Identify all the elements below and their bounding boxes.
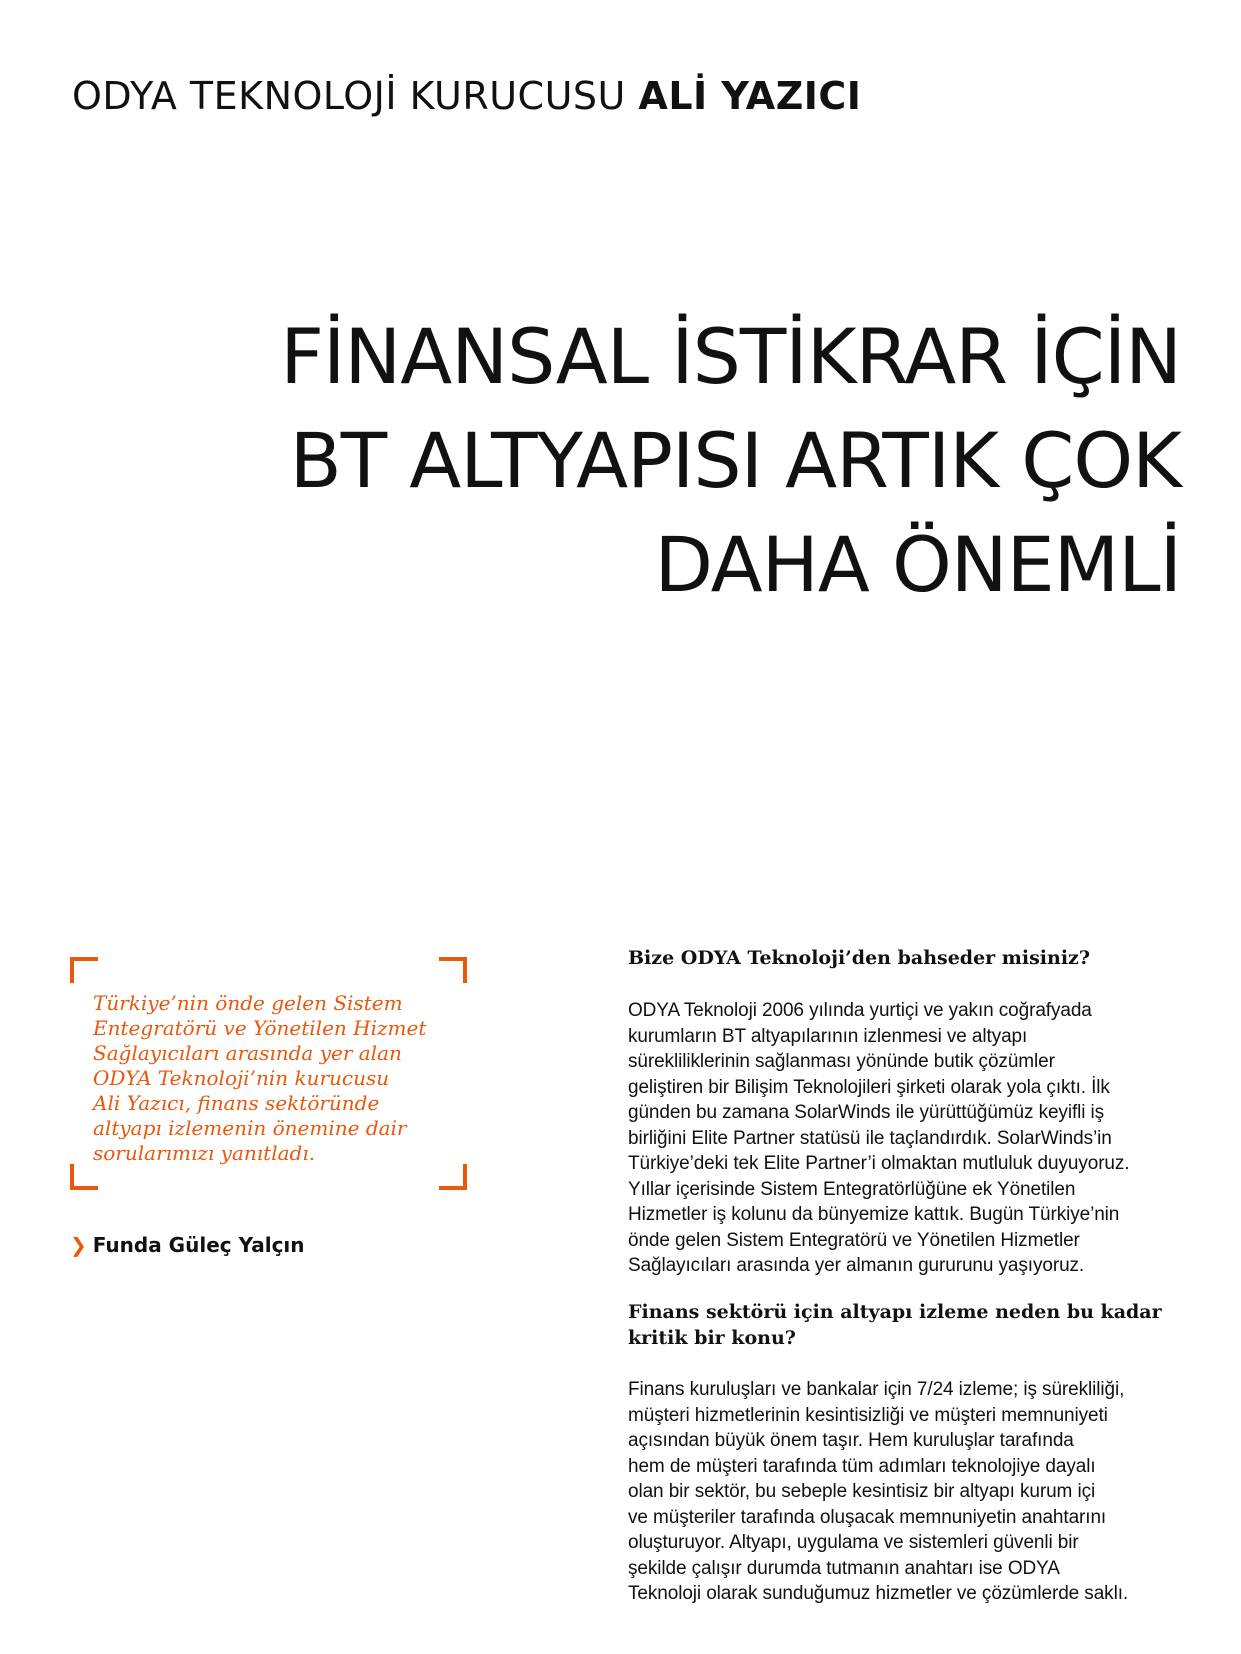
answer-line: hem de müşteri tarafında tüm adımları teknolojiye dayalı: [628, 1455, 1096, 1477]
answer-line: Hizmetler iş kolunu da bünyemize kattık. Bugün Türkiye’nin: [628, 1204, 1120, 1225]
answer-line: açısından büyük önem taşır. Hem kuruluşlar tarafında: [628, 1430, 1074, 1451]
intro-line: Sağlayıcıları arasında yer alan: [93, 1041, 402, 1065]
kicker-regular: ODYA TEKNOLOJİ KURUCUSU: [72, 74, 639, 118]
answer-line: Türkiye’deki tek Elite Partner’i olmaktan mutluluk duyuyoruz.: [628, 1153, 1130, 1174]
chevron-right-icon: ❯: [70, 1233, 87, 1257]
question-line: kritik bir konu?: [628, 1327, 796, 1349]
answer-line: geliştiren bir Bilişim Teknolojileri şirketi olarak yola çıktı. İlk: [628, 1076, 1110, 1098]
answer-2: [628, 1377, 1188, 1607]
headline-line: FİNANSAL İSTİKRAR İÇİN: [280, 312, 1181, 401]
question-line: Finans sektörü için altyapı izleme neden bu kadar: [628, 1301, 1162, 1323]
intro-line: Türkiye’nin önde gelen Sistem: [93, 991, 403, 1015]
bracket-corner-top-right: [439, 957, 467, 983]
question-text: [628, 1299, 1188, 1351]
answer-line: müşteri hizmetlerinin kesintisizliği ve müşteri memnuniyeti: [628, 1404, 1108, 1426]
question-1: [628, 945, 1188, 971]
answer-line: günden bu zamana SolarWinds ile yürüttüğümüz keyifli iş: [628, 1102, 1105, 1123]
answer-line: birliğini Elite Partner statüsü ile taçlandırdık. SolarWinds’in: [628, 1127, 1112, 1149]
answer-line: kurumların BT altyapılarının izlenmesi ve altyapı: [628, 1025, 1028, 1047]
intro-line: ODYA Teknoloji’nin kurucusu: [93, 1066, 390, 1090]
answer-1: [628, 998, 1188, 1279]
intro-line: sorularımızı yanıtladı.: [93, 1141, 316, 1165]
intro-text: [93, 991, 463, 1166]
answer-line: Teknoloji olarak sunduğumuz hizmetler ve çözümlerde saklı.: [628, 1583, 1129, 1604]
intro-pull-quote: [70, 957, 467, 1190]
byline: [70, 1233, 305, 1257]
intro-line: Ali Yazıcı, finans sektöründe: [93, 1091, 380, 1115]
answer-text: [628, 1377, 1188, 1607]
answer-line: şekilde çalışır durumda tutmanın anahtarı ise ODYA: [628, 1557, 1060, 1579]
question-2: [628, 1299, 1188, 1351]
headline-line: BT ALTYAPISI ARTIK ÇOK: [289, 416, 1181, 505]
answer-line: Sağlayıcıları arasında yer almanın gururunu yaşıyoruz.: [628, 1255, 1085, 1276]
answer-line: olan bir sektör, bu sebeple kesintisiz bir altyapı kurum içi: [628, 1481, 1096, 1502]
bracket-corner-bottom-right: [439, 1164, 467, 1190]
answer-line: oluşturuyor. Altyapı, uygulama ve sistemleri güvenli bir: [628, 1532, 1079, 1553]
headline-line: DAHA ÖNEMLİ: [654, 520, 1181, 609]
intro-line: Entegratörü ve Yönetilen Hizmet: [93, 1016, 427, 1040]
bracket-corner-bottom-left: [70, 1164, 98, 1190]
intro-line: altyapı izlemenin önemine dair: [93, 1116, 407, 1140]
bracket-corner-top-left: [70, 957, 98, 983]
answer-line: Finans kuruluşları ve bankalar için 7/24 izleme; iş sürekliliği,: [628, 1379, 1125, 1400]
answer-text: [628, 998, 1188, 1279]
answer-line: ve müşteriler tarafında oluşacak memnuniyetin anahtarını: [628, 1506, 1107, 1528]
answer-line: Yıllar içerisinde Sistem Entegratörlüğüne ek Yönetilen: [628, 1178, 1076, 1200]
author-name: Funda Güleç Yalçın: [92, 1233, 305, 1257]
article-kicker: [72, 74, 861, 118]
answer-line: önde gelen Sistem Entegratörü ve Yönetilen Hizmetler: [628, 1229, 1080, 1251]
kicker-name: ALİ YAZICI: [638, 74, 862, 118]
question-line: Bize ODYA Teknoloji’den bahseder misiniz?: [628, 947, 1090, 969]
answer-line: sürekliliklerinin sağlanması yönünde butik çözümler: [628, 1051, 1055, 1072]
answer-line: ODYA Teknoloji 2006 yılında yurtiçi ve yakın coğrafyada: [628, 1000, 1092, 1021]
article-headline: [81, 305, 1181, 617]
question-text: [628, 945, 1188, 971]
